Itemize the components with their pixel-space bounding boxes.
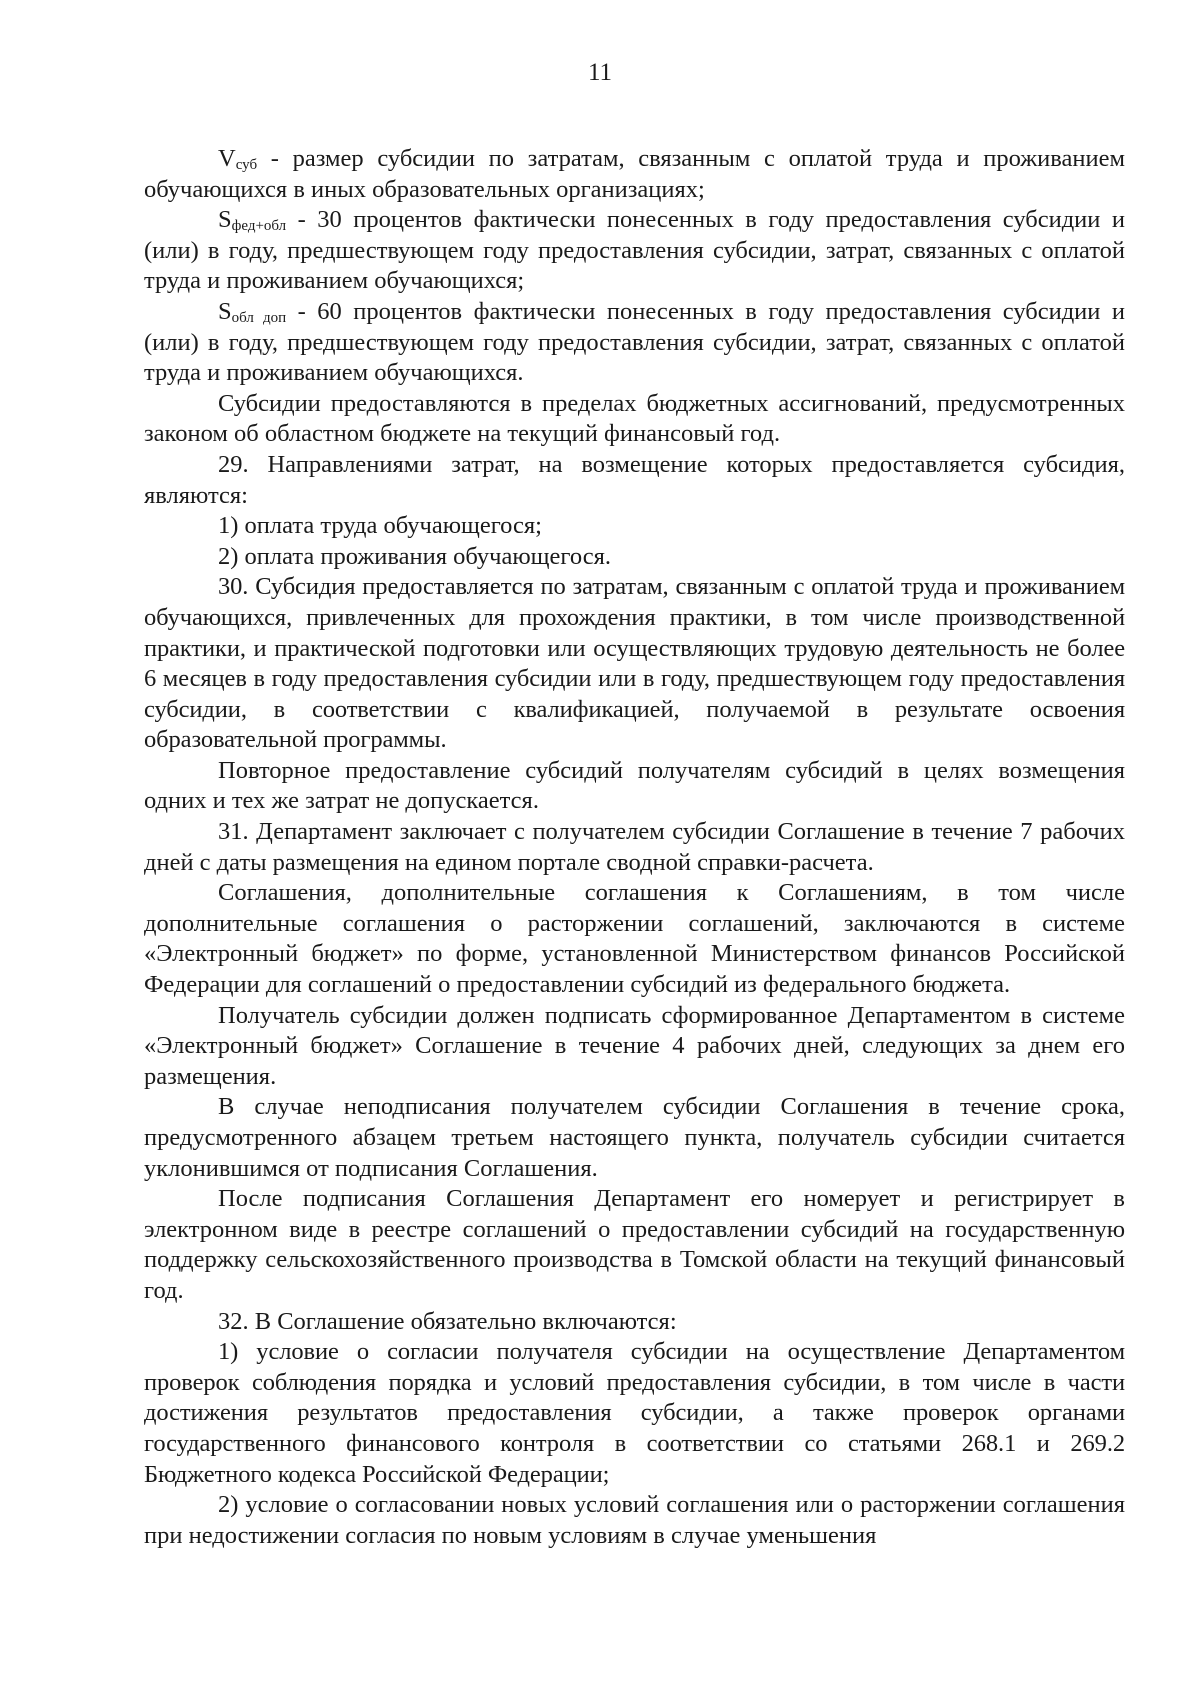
formula-symbol: S <box>218 297 232 325</box>
paragraph-agreements-system: Соглашения, дополнительные соглашения к Соглашениям, в том числе дополнительные соглашения о расторжении соглашений, заключаются в системе «Электронный бюджет» по форме, установленной Министерством финансов Российской Федерации для соглашений о предоставлении субсидий из федерального бюджета. <box>144 879 1125 999</box>
definition-text: - 30 процентов фактически понесенных в году предоставления субсидии и (или) в году, предшествующем году предоставления субсидии, затрат, связанных с оплатой труда и проживанием обучающихся; <box>144 206 1125 295</box>
clause-32-item-1: 1) условие о согласии получателя субсидии на осуществление Департаментом проверок соблюдения порядка и условий предоставления субсидии, в том числе в части достижения результатов предоставления субсидии, а также проверок органами государственного финансового контроля в соответствии со статьями 268.1 и 269.2 Бюджетного кодекса Российской Федерации; <box>144 1338 1125 1488</box>
definition-text: - размер субсидии по затратам, связанным с оплатой труда и проживанием обучающихся в иных образовательных организациях; <box>144 145 1125 203</box>
clause-31: 31. Департамент заключает с получателем субсидии Соглашение в течение 7 рабочих дней с даты размещения на едином портале сводной справки-расчета. <box>144 818 1125 876</box>
clause-30: 30. Субсидия предоставляется по затратам, связанным с оплатой труда и проживанием обучающихся, привлеченных для прохождения практики, в том числе производственной практики, и практической подготовки или осуществляющих трудовую деятельность не более 6 месяцев в году предоставления субсидии или в году, предшествующем году предоставления субсидии, в соответствии с квалификацией, получаемой в результате освоения образовательной программы. <box>144 573 1125 754</box>
paragraph-registration: После подписания Соглашения Департамент его номерует и регистрирует в электронном виде в реестре соглашений о предоставлении субсидий на государственную поддержку сельскохозяйственного производства в Томской области на текущий финансовый год. <box>144 1185 1125 1304</box>
clause-29-item-2: 2) оплата проживания обучающегося. <box>218 542 611 570</box>
formula-symbol: S <box>218 206 232 234</box>
clause-32-item-2: 2) условие о согласовании новых условий соглашения или о расторжении соглашения при недостижении согласия по новым условиям в случае уменьшения <box>144 1491 1125 1549</box>
document-body <box>144 144 1125 1551</box>
definition-v-sub <box>144 144 1125 205</box>
page-number: 11 <box>587 59 613 86</box>
paragraph-no-repeat: Повторное предоставление субсидий получателям субсидий в целях возмещения одних и тех же затрат не допускается. <box>144 756 1125 815</box>
paragraph-subsidy-limits: Субсидии предоставляются в пределах бюджетных ассигнований, предусмотренных законом об областном бюджете на текущий финансовый год. <box>144 389 1125 448</box>
definition-s-obl-dop <box>144 297 1125 389</box>
clause-29: 29. Направлениями затрат, на возмещение которых предоставляется субсидия, являются: <box>144 450 1125 509</box>
formula-subscript: обл доп <box>231 309 287 326</box>
definition-s-fed-obl <box>144 205 1125 297</box>
clause-32: 32. В Соглашение обязательно включаются: <box>218 1307 677 1335</box>
formula-symbol: V <box>218 145 236 172</box>
paragraph-recipient-sign: Получатель субсидии должен подписать сформированное Департаментом в системе «Электронный бюджет» Соглашение в течение 4 рабочих дней, следующих за днем его размещения. <box>144 1001 1125 1090</box>
formula-subscript: фед+обл <box>231 218 287 235</box>
definition-text: - 60 процентов фактически понесенных в году предоставления субсидии и (или) в году, предшествующем году предоставления субсидии, затрат, связанных с оплатой труда и проживанием обучающихся. <box>144 297 1125 387</box>
formula-subscript: суб <box>235 157 258 173</box>
clause-29-item-1: 1) оплата труда обучающегося; <box>218 512 542 540</box>
paragraph-non-signing: В случае неподписания получателем субсидии Соглашения в течение срока, предусмотренного абзацем третьем настоящего пункта, получатель субсидии считается уклонившимся от подписания Соглашения. <box>144 1093 1125 1182</box>
